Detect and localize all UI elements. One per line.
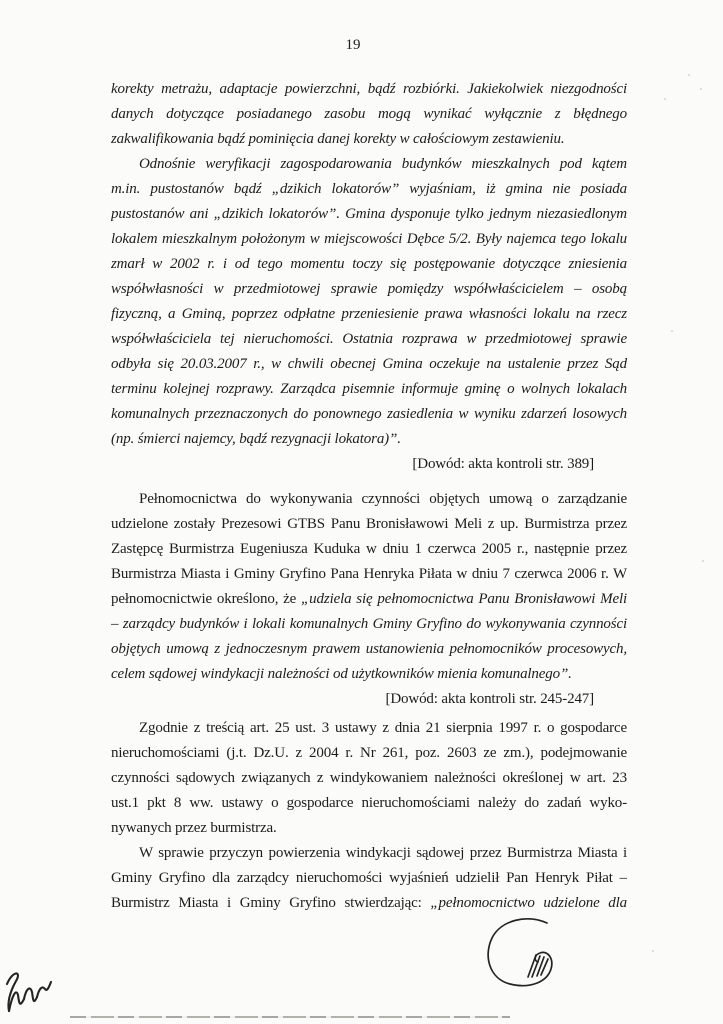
text-line — [111, 202, 627, 227]
text-line — [111, 302, 627, 327]
text-line — [111, 841, 627, 866]
line-text: objętych umową z jednoczesnym prawem ustanowienia pełnomocników procesowych, — [111, 641, 627, 657]
text-line — [111, 352, 627, 377]
text-line — [111, 816, 627, 841]
line-text: Burmistrza Miasta i Gminy Gryfino Pana Henryka Piłata w dniu 7 czerwca 2006 r. W — [111, 566, 627, 582]
text-line — [111, 537, 627, 562]
line-text-quote: „pełnomocnictwo udzielone dla — [430, 895, 627, 911]
line-text: udzielone zostały Prezesowi GTBS Panu Bronisławowi Meli z up. Burmistrza przez — [111, 516, 627, 532]
evidence-reference-2 — [111, 687, 627, 712]
line-text: komunalnych przeznaczonych do ponownego zasiedlenia w wyniku zdarzeń losowych — [111, 406, 627, 422]
text-line — [111, 512, 627, 537]
line-text: Pełnomocnictwa do wykonywania czynności objętych umową o zarządzanie — [139, 491, 627, 507]
line-text: nieruchomościami (j.t. Dz.U. z 2004 r. Nr 261, poz. 2603 ze zm.), podejmowanie — [111, 745, 627, 761]
line-text: Gminy Gryfino dla zarządcy nieruchomości wyjaśnień udzielił Pan Henryk Piłat – — [111, 870, 627, 886]
line-text: fizyczną, a Gminą, poprzez odpłatne przeniesienie prawa własności lokalu na rzecz — [111, 306, 627, 322]
page-number: 19 — [345, 37, 361, 53]
handwritten-initials-icon — [1, 966, 59, 1018]
line-text: W sprawie przyczyn powierzenia windykacji sądowej przez Burmistrza Miasta i — [139, 845, 627, 861]
line-text: nywanych przez burmistrza. — [111, 820, 277, 836]
line-text: korekty metrażu, adaptacje powierzchni, bądź rozbiórki. Jakiekolwiek niezgodności — [111, 81, 627, 97]
text-line — [111, 716, 627, 741]
signature-flourish-icon — [483, 916, 587, 994]
text-line — [111, 102, 627, 127]
scan-speck — [652, 950, 654, 952]
line-text: czynności sądowych związanych z windykowaniem należności określonej w art. 23 — [111, 770, 627, 786]
line-text: celem sądowej windykacji należności od użytkowników mienia komunalnego”. — [111, 666, 572, 682]
paragraph-explanation-mayor — [111, 841, 627, 916]
line-text-quote: „udziela się pełnomocnictwa Panu Bronisławowi Meli — [300, 591, 627, 607]
line-text: – zarządcy budynków i lokali komunalnych Gminy Gryfino do wykonywania czynności — [111, 616, 627, 632]
text-line — [111, 562, 627, 587]
paragraph-quote-explanation — [111, 152, 627, 452]
line-text: zmarł w 2002 r. i od tego momentu toczy się postępowanie dotyczące zniesienia — [111, 256, 627, 272]
text-line — [111, 277, 627, 302]
line-text: ust.1 pkt 8 ww. ustawy o gospodarce nieruchomościami należy do zadań wyko- — [111, 795, 627, 811]
paragraph-legal-basis — [111, 716, 627, 841]
text-line — [111, 612, 627, 637]
evidence-text: [Dowód: akta kontroli str. 245-247] — [385, 691, 594, 707]
text-line — [111, 791, 627, 816]
text-line — [111, 402, 627, 427]
line-text: współwłaściciela tej nieruchomości. Ostatnia rozprawa w przedmiotowej sprawie — [111, 331, 627, 347]
line-text: (np. śmierci najemcy, bądź rezygnacji lokatora)”. — [111, 431, 401, 447]
scan-speck — [688, 74, 690, 76]
scan-speck — [700, 88, 702, 90]
text-line — [111, 127, 627, 152]
line-text: Odnośnie weryfikacji zagospodarowania budynków mieszkalnych pod kątem — [139, 156, 627, 172]
evidence-reference-1 — [111, 452, 627, 477]
text-line — [111, 77, 627, 102]
text-line — [111, 252, 627, 277]
text-line — [111, 377, 627, 402]
scan-speck — [671, 330, 673, 332]
line-text: pustostanów ani „dzikich lokatorów”. Gmina dysponuje tylko jednym niezasiedlonym — [111, 206, 627, 222]
scan-edge-artifact — [70, 1016, 510, 1018]
line-text: pełnomocnictwie określono, że — [111, 591, 301, 607]
line-text: terminu kolejnej rozprawy. Zarządca pisemnie informuje gminę o wolnych lokalach — [111, 381, 627, 397]
text-line — [111, 152, 627, 177]
text-line — [111, 891, 627, 916]
evidence-text: [Dowód: akta kontroli str. 389] — [412, 456, 594, 472]
line-text: Zgodnie z treścią art. 25 ust. 3 ustawy z dnia 21 sierpnia 1997 r. o gospodarce — [139, 720, 627, 736]
paragraph-proxy — [111, 487, 627, 687]
scan-speck — [664, 98, 666, 100]
text-line — [111, 637, 627, 662]
text-line — [111, 866, 627, 891]
text-line — [111, 177, 627, 202]
line-text: Burmistrz Miasta i Gminy Gryfino stwierdzając: — [111, 895, 431, 911]
text-line — [111, 766, 627, 791]
line-text: współwłasności w przedmiotowej sprawie pomiędzy współwłaścicielem – osobą — [111, 281, 627, 297]
line-text: Zastępcę Burmistrza Eugeniusza Kuduka w dniu 1 czerwca 2005 r., następnie przez — [111, 541, 627, 557]
text-line — [111, 487, 627, 512]
text-line — [111, 227, 627, 252]
line-text: lokalem mieszkalnym położonym w miejscowości Dębce 5/2. Były najemca tego lokalu — [111, 231, 627, 247]
text-line — [111, 427, 627, 452]
text-line — [111, 662, 627, 687]
text-column — [111, 77, 627, 916]
line-text: odbyła się 20.03.2007 r., w chwili obecnej Gmina oczekuje na ustalenie przez Sąd — [111, 356, 627, 372]
text-line — [111, 327, 627, 352]
text-line — [111, 741, 627, 766]
line-text: zakwalifikowania bądź pominięcia danej korekty w całościowym zestawieniu. — [111, 131, 565, 147]
scan-speck — [702, 560, 704, 562]
text-line — [111, 587, 627, 612]
line-text: m.in. pustostanów bądź „dzikich lokatorów” wyjaśniam, iż gmina nie posiada — [111, 181, 627, 197]
paragraph-quote-continuation — [111, 77, 627, 152]
line-text: danych dotyczące posiadanego zasobu mogą wynikać wyłącznie z błędnego — [111, 106, 627, 122]
